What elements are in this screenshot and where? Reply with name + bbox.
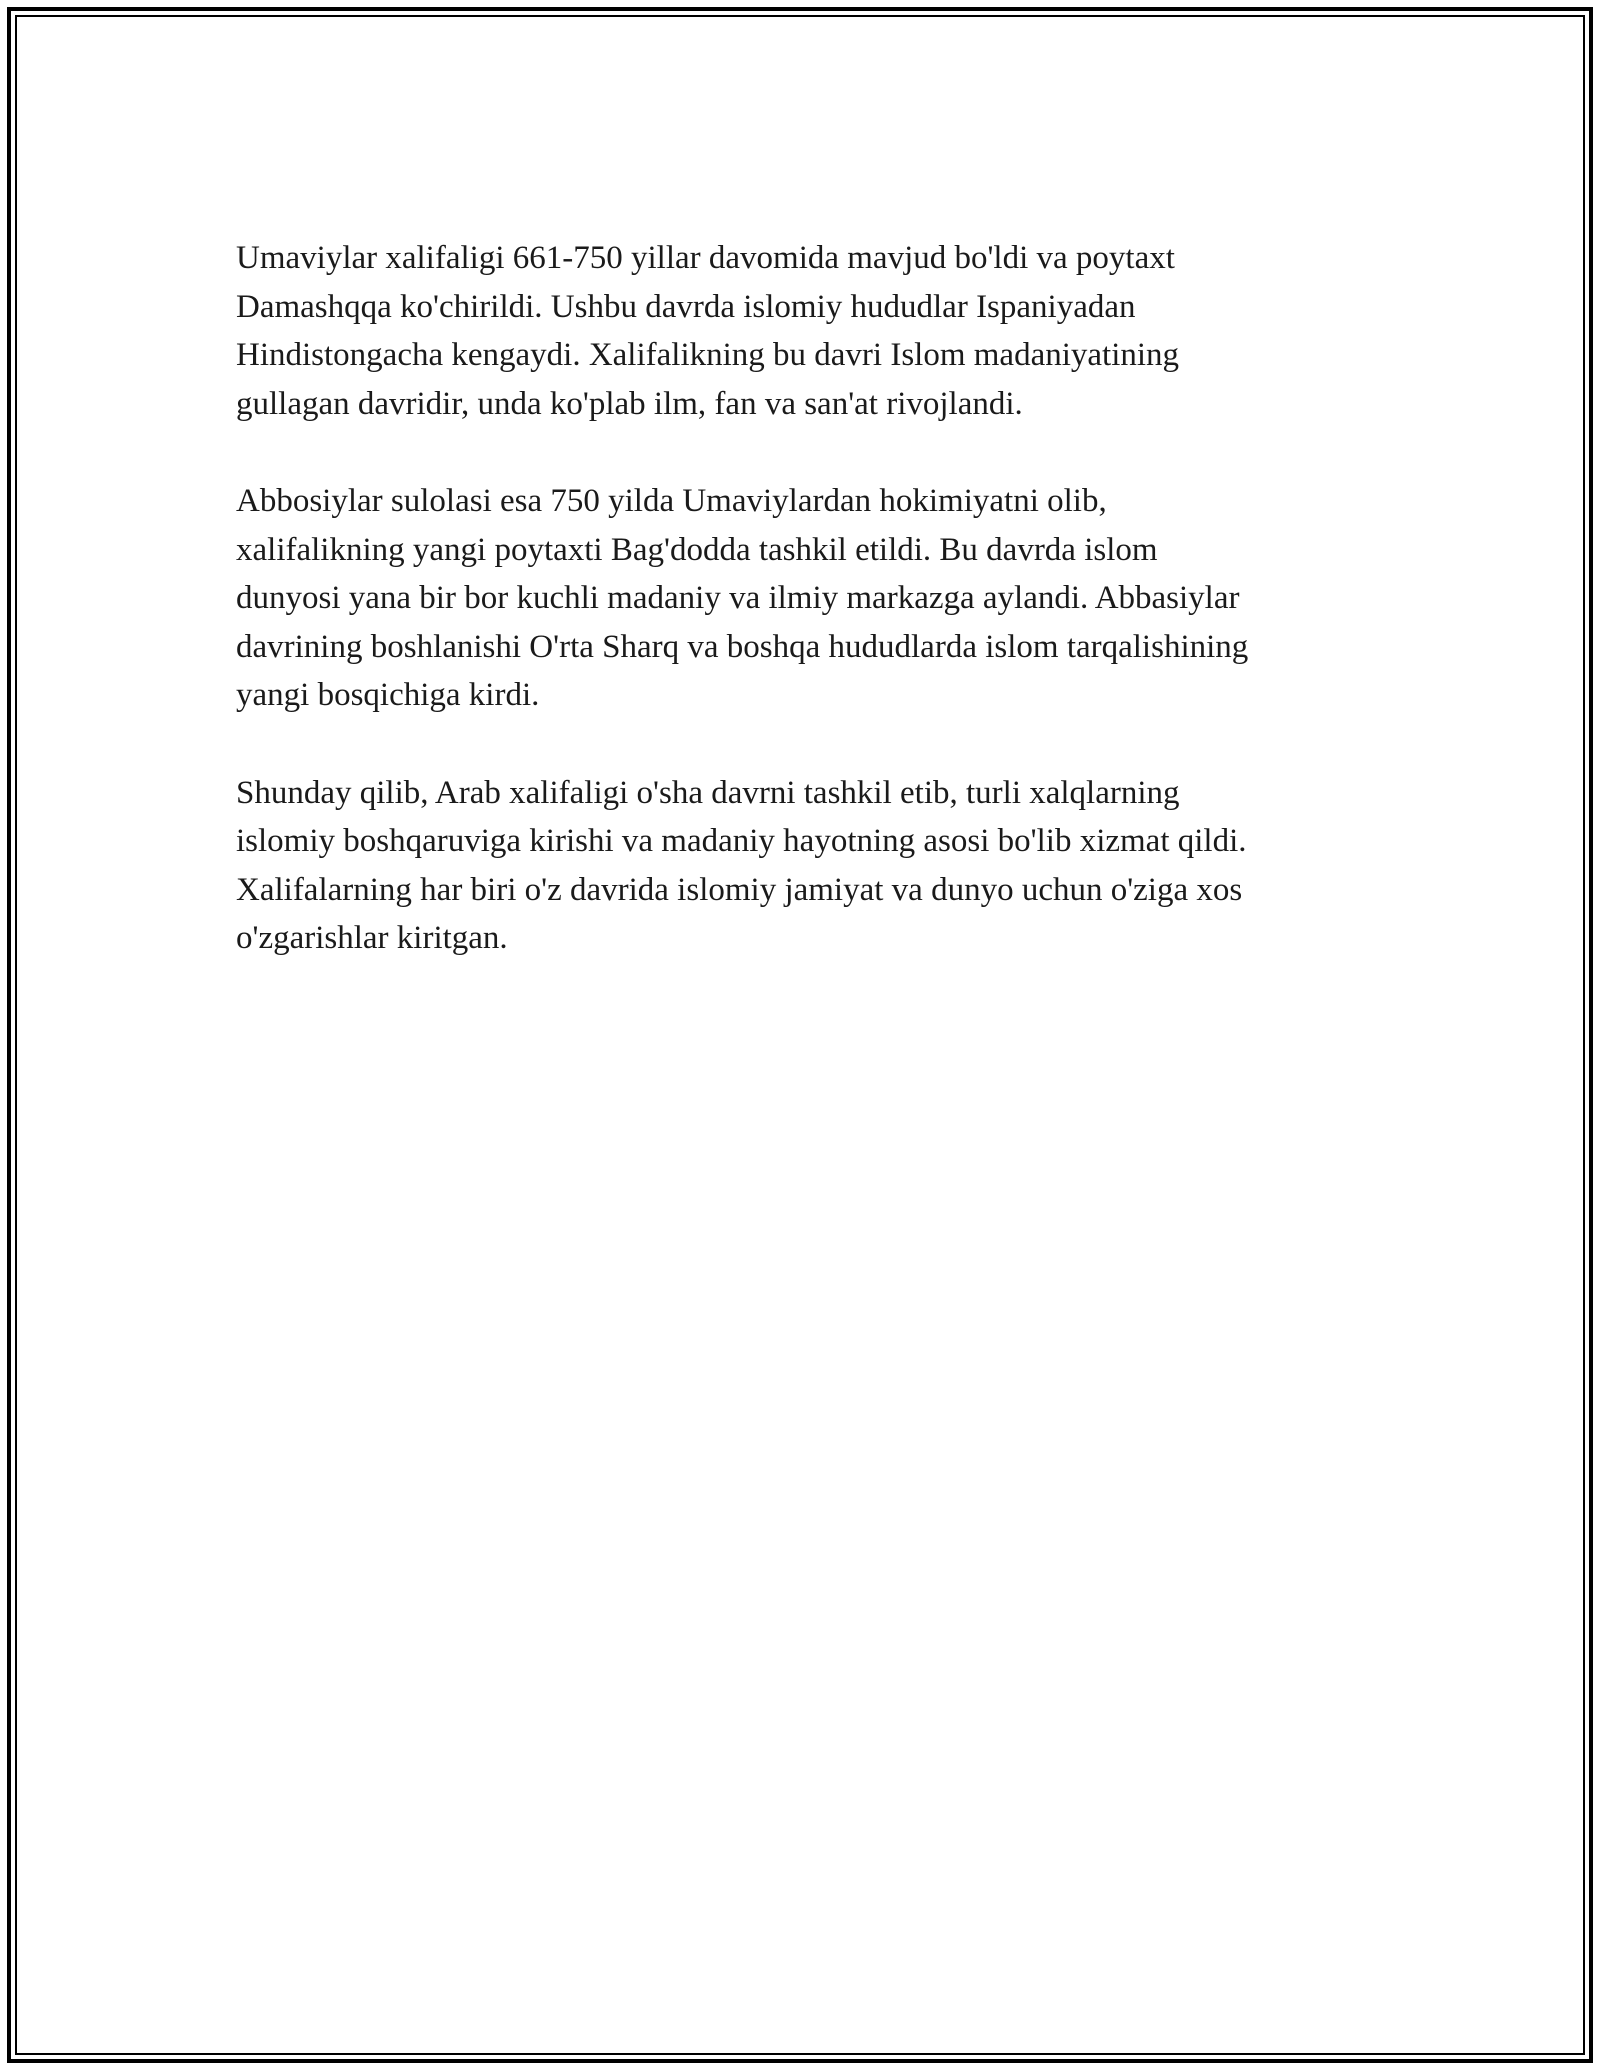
text-line: Damashqqa ko'chirildi. Ushbu davrda islomiy hududlar Ispaniyadan xyxy=(236,288,1136,325)
text-line: Xalifalarning har biri o'z davrida islomiy jamiyat va dunyo uchun o'ziga xos xyxy=(236,871,1243,908)
document-body xyxy=(236,234,1396,1012)
paragraph-abbasids xyxy=(236,477,1396,720)
paragraph-umayyads xyxy=(236,234,1396,428)
text-line: Umaviylar xalifaligi 661-750 yillar davomida mavjud bo'ldi va poytaxt xyxy=(236,240,1175,276)
text-line: islomiy boshqaruviga kirishi va madaniy hayotning asosi bo'lib xizmat qildi. xyxy=(236,823,1247,859)
paragraph-conclusion xyxy=(236,769,1396,963)
text-line: yangi bosqichiga kirdi. xyxy=(236,677,540,713)
text-line: o'zgarishlar kiritgan. xyxy=(236,920,508,956)
text-line: Abbosiylar sulolasi esa 750 yilda Umaviylardan hokimiyatni olib, xyxy=(236,483,1107,519)
text-line: gullagan davridir, unda ko'plab ilm, fan va san'at rivojlandi. xyxy=(236,385,1023,422)
text-line: dunyosi yana bir bor kuchli madaniy va ilmiy markazga aylandi. Abbasiylar xyxy=(236,580,1240,616)
text-line: Hindistongacha kengaydi. Xalifalikning bu davri Islom madaniyatining xyxy=(236,337,1180,373)
text-line: Shunday qilib, Arab xalifaligi o'sha davrni tashkil etib, turli xalqlarning xyxy=(236,774,1180,811)
text-line: xalifalikning yangi poytaxti Bag'dodda tashkil etildi. Bu davrda islom xyxy=(236,531,1158,568)
text-line: davrining boshlanishi O'rta Sharq va boshqa hududlarda islom tarqalishining xyxy=(236,628,1249,665)
